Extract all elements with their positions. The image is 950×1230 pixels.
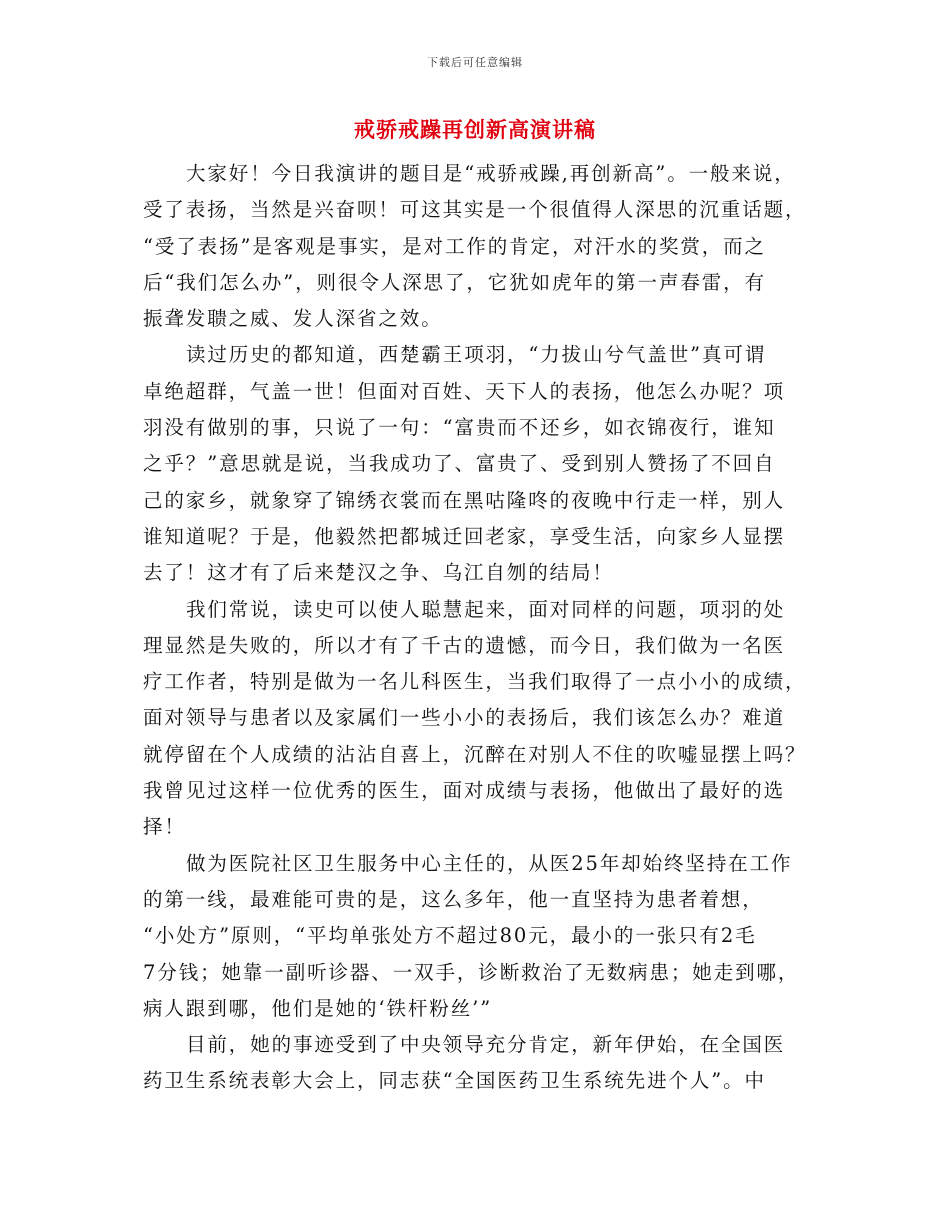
text-line: 面对领导与患者以及家属们一些小小的表扬后，我们该怎么办？难道 <box>143 706 786 730</box>
text-line: 读过历史的都知道，西楚霸王项羽，“力拔山兮气盖世”真可谓 <box>186 343 767 367</box>
text-line: 的第一线，最难能可贵的是，这么多年，他一直坚持为患者着想， <box>143 887 764 911</box>
page-title: 戒骄戒躁再创新高演讲稿 <box>354 117 596 142</box>
text-line: 病人跟到哪，他们是她的‘铁杆粉丝’” <box>143 996 493 1020</box>
text-line: 之乎？”意思就是说，当我成功了、富贵了、受到别人赞扬了不回自 <box>143 452 776 476</box>
text-line: 疗工作者，特别是做为一名儿科医生，当我们取得了一点小小的成绩， <box>143 670 807 694</box>
text-line: 我们常说，读史可以使人聪慧起来，面对同样的问题，项羽的处 <box>186 597 786 621</box>
text-line: 我曾见过这样一位优秀的医生，面对成绩与表扬，他做出了最好的选 <box>143 779 786 803</box>
text-line: 振聋发聩之威、发人深省之效。 <box>143 307 443 331</box>
text-line: 理显然是失败的，所以才有了千古的遗憾，而今日，我们做为一名医 <box>143 633 786 657</box>
text-line: 己的家乡，就象穿了锦绣衣裳而在黑咕隆咚的夜晚中行走一样，别人 <box>143 488 786 512</box>
text-line: 做为医院社区卫生服务中心主任的，从医25年却始终坚持在工作 <box>186 851 793 875</box>
text-line: 目前，她的事迹受到了中央领导充分肯定，新年伊始，在全国医 <box>186 1033 786 1057</box>
text-line: 羽没有做别的事，只说了一句：“富贵而不还乡，如衣锦夜行，谁知 <box>143 416 776 440</box>
header-note: 下载后可任意编辑 <box>427 56 523 69</box>
text-line: 谁知道呢？于是，他毅然把都城迁回老家，享受生活，向家乡人显摆 <box>143 524 786 548</box>
text-line: “小处方”原则，“平均单张处方不超过80元，最小的一张只有2毛 <box>143 924 757 948</box>
text-line: 择！ <box>143 815 186 839</box>
text-line: “受了表扬”是客观是事实，是对工作的肯定，对汗水的奖赏，而之 <box>143 234 766 258</box>
text-line: 药卫生系统表彰大会上，同志获“全国医药卫生系统先进个人”。中 <box>143 1069 766 1093</box>
document-body <box>143 156 811 1100</box>
text-line: 就停留在个人成绩的沾沾自喜上，沉醉在对别人不住的吹嘘显摆上吗？ <box>143 742 807 766</box>
text-line: 后“我们怎么办”，则很令人深思了，它犹如虎年的第一声春雷，有 <box>143 270 766 294</box>
text-line: 大家好！今日我演讲的题目是“戒骄戒躁,再创新高”。一般来说， <box>186 162 796 185</box>
text-line: 受了表扬，当然是兴奋呗！可这其实是一个很值得人深思的沉重话题， <box>143 198 807 222</box>
text-line: 卓绝超群，气盖一世！但面对百姓、天下人的表扬，他怎么办呢？项 <box>143 379 786 403</box>
text-line: 去了！这才有了后来楚汉之争、乌江自刎的结局！ <box>143 561 614 585</box>
text-line: 7分钱；她靠一副听诊器、一双手，诊断救治了无数病患；她走到哪， <box>143 960 800 984</box>
